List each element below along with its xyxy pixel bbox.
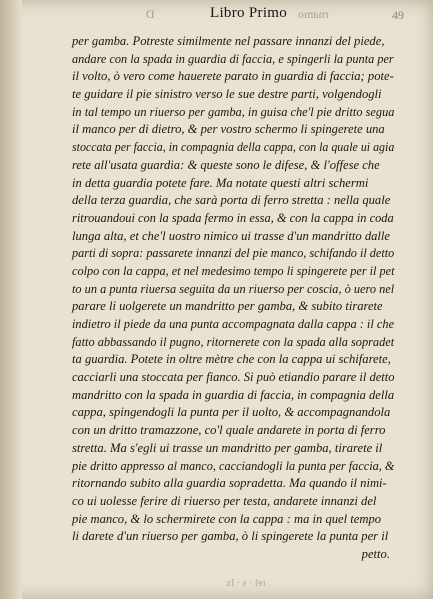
text-line: andare con la spada in guardia di faccia, e spingerli la punta per xyxy=(72,51,394,66)
text-line: te guidare il pie sinistro verso le sue destre parti, volgendogli xyxy=(72,87,382,102)
text-line: li darete d'un riuerso per gamba, ò li spingerete la punta per il xyxy=(72,529,389,544)
body-text xyxy=(72,33,394,564)
text-line: in detta guardia potete fare. Ma notate questi altri schermi xyxy=(72,175,369,190)
header-bleed-through-right: rnamo xyxy=(298,7,329,21)
text-line: lunga alta, et che'l uostro nimico ui trasse d'un mandritto dalle xyxy=(72,228,390,243)
text-line: pie dritto appresso al manco, cacciandogli la punta per faccia, & xyxy=(72,458,395,473)
text-line: parare li uolgerete un mandritto per gamba, & subito tirarete xyxy=(72,299,383,314)
text-line: petto. xyxy=(361,546,390,561)
text-line: della terza guardia, che sarà porta di ferro stretta : nella quale xyxy=(72,193,391,208)
binding-shadow xyxy=(0,0,22,599)
text-line: il volto, ò vero come hauerete parato in guardia di faccia; pote- xyxy=(72,69,394,84)
text-line: ta guardia. Potete in oltre mètre che con la cappa ui schifarete, xyxy=(72,352,391,367)
text-line: indietro il piede da una punta accompagnata dalla cappa : il che xyxy=(72,317,395,331)
footer-bleed-through: rel · s · Ix xyxy=(226,578,266,589)
text-line: per gamba. Potreste similmente nel passare innanzi del piede, xyxy=(72,34,385,48)
text-line: cappa, spingendogli la punta per il uolto, & accompagnandola xyxy=(72,405,391,420)
text-line: stoccata per faccia, in compagnia della cappa, con la quale ui agia xyxy=(72,140,395,155)
text-line: mandritto con la spada in guardia di faccia, in compagnia della xyxy=(72,387,395,402)
text-line: co ui uolesse ferire di riuerso per testa, andarete innanzi del xyxy=(72,493,377,508)
text-line: ritornando subito alla guardia sopradetta. Ma quando il nimi- xyxy=(72,476,387,491)
text-line: parti di sopra: passarete innanzi del pie manco, schifando il detto xyxy=(72,246,395,261)
page-header xyxy=(0,4,433,26)
text-line: con un dritto tramazzone, co'l quale andarete in porta di ferro xyxy=(72,423,386,438)
folio-number: 49 xyxy=(392,8,404,22)
header-bleed-through-left: D xyxy=(146,7,155,21)
text-line: pie manco, & lo schermirete con la cappa : ma in quel tempo xyxy=(72,511,382,526)
text-line: colpo con la cappa, et nel medesimo tempo li spingerete per il pet xyxy=(72,263,395,278)
text-line: to un a punta riuersa seguita da un riuerso per coscia, ò uero nel xyxy=(72,281,395,296)
text-line: cacciarli una stoccata per fianco. Si può etiandio parare il detto xyxy=(72,370,395,385)
text-line: in tal tempo un riuerso per gamba, in guisa che'l pie dritto segua xyxy=(72,104,395,119)
text-line: rete all'usata guardia: & queste sono le difese, & l'offese che xyxy=(72,157,380,172)
text-line: fatto abbassando il pugno, ritornerete con la spada alla sopradet xyxy=(72,334,395,349)
text-line: il manco per di dietro, & per vostro schermo li spingerete una xyxy=(72,122,385,137)
text-line: ritrouandoui con la spada fermo in essa, & con la cappa in coda xyxy=(72,210,394,225)
running-title: Libro Primo xyxy=(210,5,288,21)
text-line: stretta. Ma s'egli ui trasse un mandritto per gamba, tirarete il xyxy=(72,440,383,455)
